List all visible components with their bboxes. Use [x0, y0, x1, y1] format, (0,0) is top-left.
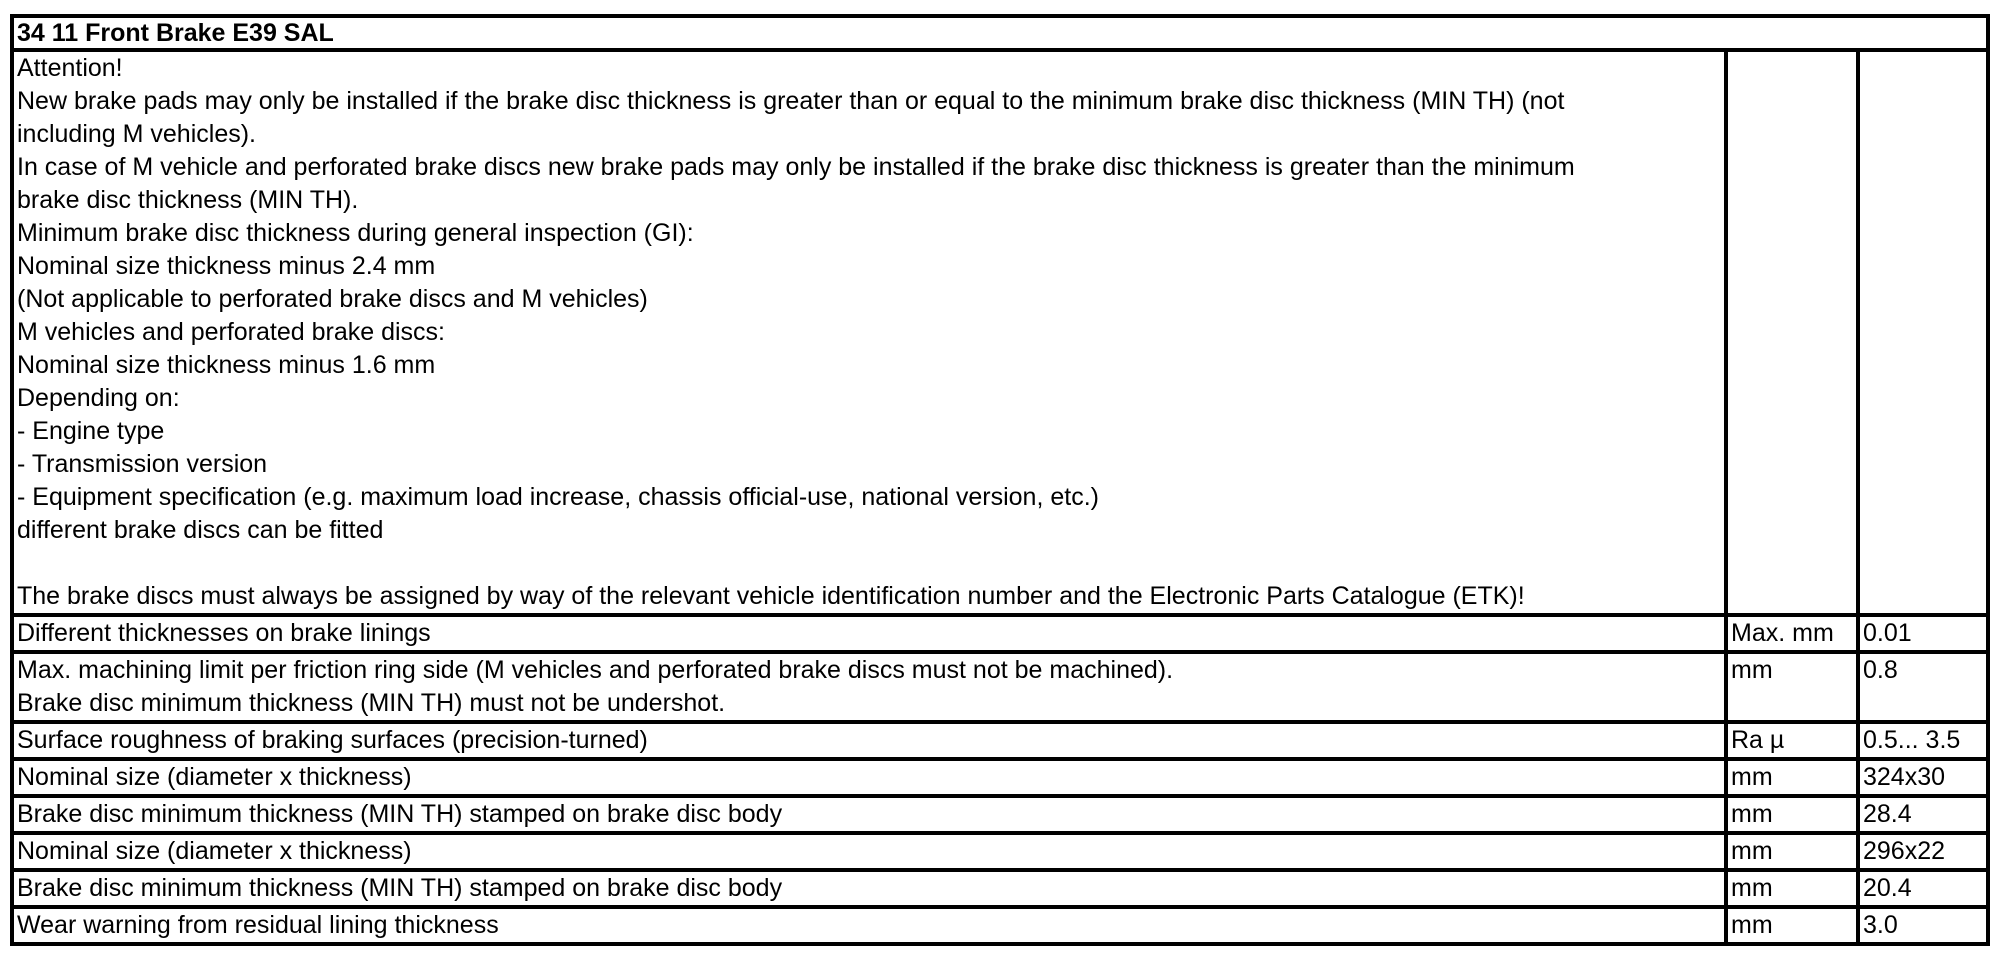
attention-line: In case of M vehicle and perforated brake discs new brake pads may only be installed if the brake disc thickness is greater than the minimum [17, 153, 1575, 181]
attention-value-cell [1858, 50, 1988, 615]
spec-unit: mm [1726, 833, 1858, 870]
spec-description-line: Brake disc minimum thickness (MIN TH) stamped on brake disc body [17, 874, 783, 902]
spec-description [12, 907, 1726, 944]
attention-line: Nominal size thickness minus 1.6 mm [17, 351, 436, 379]
spec-row [12, 615, 1988, 652]
attention-line: M vehicles and perforated brake discs: [17, 318, 445, 346]
spec-description-line: Brake disc minimum thickness (MIN TH) stamped on brake disc body [17, 800, 783, 828]
spec-row [12, 759, 1988, 796]
spec-description [12, 870, 1726, 907]
spec-value: 20.4 [1858, 870, 1988, 907]
attention-line: - Engine type [17, 417, 165, 445]
attention-text [12, 50, 1726, 615]
spec-row [12, 833, 1988, 870]
attention-line: different brake discs can be fitted [17, 516, 384, 544]
spec-value: 296x22 [1858, 833, 1988, 870]
spec-description-line: Wear warning from residual lining thickness [17, 911, 499, 939]
title-row [12, 16, 1988, 50]
spec-value: 324x30 [1858, 759, 1988, 796]
attention-unit-cell [1726, 50, 1858, 615]
spec-description-line: Surface roughness of braking surfaces (precision-turned) [17, 726, 648, 754]
spec-row [12, 796, 1988, 833]
spec-description [12, 796, 1726, 833]
spec-unit: mm [1726, 907, 1858, 944]
spec-unit: Ra µ [1726, 722, 1858, 759]
attention-line: Depending on: [17, 384, 180, 412]
spec-description [12, 652, 1726, 722]
spec-unit: mm [1726, 870, 1858, 907]
spec-description-line: Nominal size (diameter x thickness) [17, 763, 412, 791]
front-brake-spec-table [10, 14, 1990, 946]
spec-description-line: Brake disc minimum thickness (MIN TH) must not be undershot. [17, 689, 726, 717]
spec-description [12, 615, 1726, 652]
attention-line: Attention! [17, 54, 123, 82]
spec-row [12, 722, 1988, 759]
spec-value: 0.5... 3.5 [1858, 722, 1988, 759]
attention-row [12, 50, 1988, 615]
spec-description-line: Max. machining limit per friction ring side (M vehicles and perforated brake discs must not be machined). [17, 656, 1174, 684]
spec-unit: mm [1726, 796, 1858, 833]
spec-unit: mm [1726, 652, 1858, 722]
attention-line: (Not applicable to perforated brake discs and M vehicles) [17, 285, 648, 313]
spec-value: 28.4 [1858, 796, 1988, 833]
spec-unit: Max. mm [1726, 615, 1858, 652]
attention-line: Minimum brake disc thickness during general inspection (GI): [17, 219, 694, 247]
attention-line: Nominal size thickness minus 2.4 mm [17, 252, 436, 280]
spec-description [12, 759, 1726, 796]
spec-value: 0.01 [1858, 615, 1988, 652]
spec-description [12, 833, 1726, 870]
spec-description [12, 722, 1726, 759]
attention-line: - Transmission version [17, 450, 268, 478]
attention-line: brake disc thickness (MIN TH). [17, 186, 359, 214]
attention-line: including M vehicles). [17, 120, 256, 148]
spec-row [12, 870, 1988, 907]
document-title: 34 11 Front Brake E39 SAL [12, 16, 1988, 50]
spec-unit: mm [1726, 759, 1858, 796]
attention-line [17, 547, 1724, 580]
spec-description-line: Different thicknesses on brake linings [17, 619, 431, 647]
attention-line: The brake discs must always be assigned by way of the relevant vehicle identification number and the Electronic Parts Catalogue (ETK)! [17, 582, 1525, 610]
spec-description-line: Nominal size (diameter x thickness) [17, 837, 412, 865]
attention-line: New brake pads may only be installed if the brake disc thickness is greater than or equal to the minimum brake disc thickness (MIN TH) (not [17, 87, 1565, 115]
spec-row [12, 652, 1988, 722]
attention-line: - Equipment specification (e.g. maximum load increase, chassis official-use, national version, etc.) [17, 483, 1099, 511]
spec-value: 0.8 [1858, 652, 1988, 722]
spec-value: 3.0 [1858, 907, 1988, 944]
spec-row [12, 907, 1988, 944]
